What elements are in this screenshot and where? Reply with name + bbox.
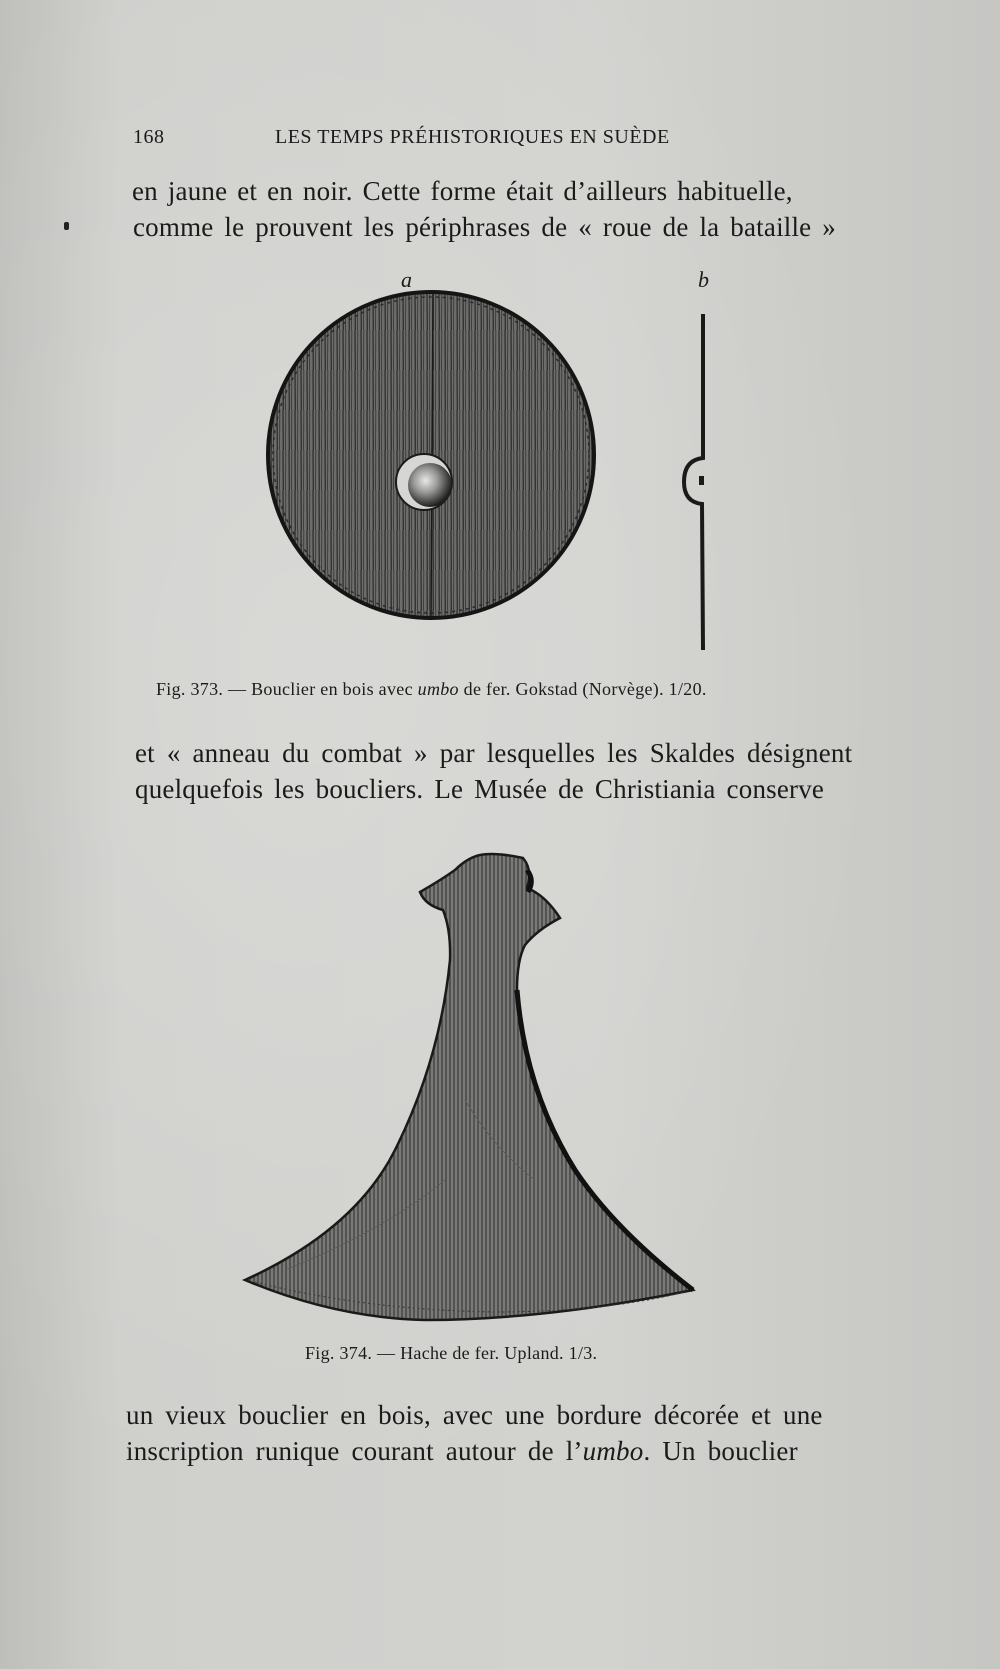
margin-mark <box>64 222 69 230</box>
figure-label-a: a <box>401 267 412 292</box>
figure-label-b: b <box>698 267 709 292</box>
caption-373-text-b: de fer. Gokstad (Norvège). 1/20. <box>458 679 707 699</box>
body-line-4: quelquefois les boucliers. Le Musée de Christiania conserve <box>135 774 825 804</box>
running-title: LES TEMPS PRÉHISTORIQUES EN SUÈDE <box>275 126 670 148</box>
caption-373-italic: umbo <box>417 679 459 699</box>
caption-373-text-a: Fig. 373. — Bouclier en bois avec <box>156 679 418 699</box>
body-line-1: en jaune et en noir. Cette forme était d’ailleurs habituelle, <box>132 176 793 206</box>
axe-head <box>245 854 693 1320</box>
body-line-2: comme le prouvent les périphrases de « roue de la bataille » <box>133 212 837 242</box>
figure-373-caption <box>156 679 707 700</box>
figure-374-axe-illustration <box>245 850 735 1325</box>
body-line-5: un vieux bouclier en bois, avec une bordure décorée et une <box>126 1400 823 1430</box>
figure-373-shield-illustration <box>270 267 720 660</box>
body-line-6-italic: umbo <box>582 1436 644 1466</box>
body-line-6 <box>126 1436 798 1467</box>
body-line-3: et « anneau du combat » par lesquelles les Skaldes désignent <box>135 738 853 768</box>
body-line-6-a: inscription runique courant autour de l’ <box>126 1436 583 1466</box>
figure-374-caption: Fig. 374. — Hache de fer. Upland. 1/3. <box>305 1343 598 1363</box>
running-header <box>133 126 718 156</box>
page-number: 168 <box>133 126 165 148</box>
umbo-boss <box>408 463 452 507</box>
body-line-6-c: . Un bouclier <box>643 1436 798 1466</box>
